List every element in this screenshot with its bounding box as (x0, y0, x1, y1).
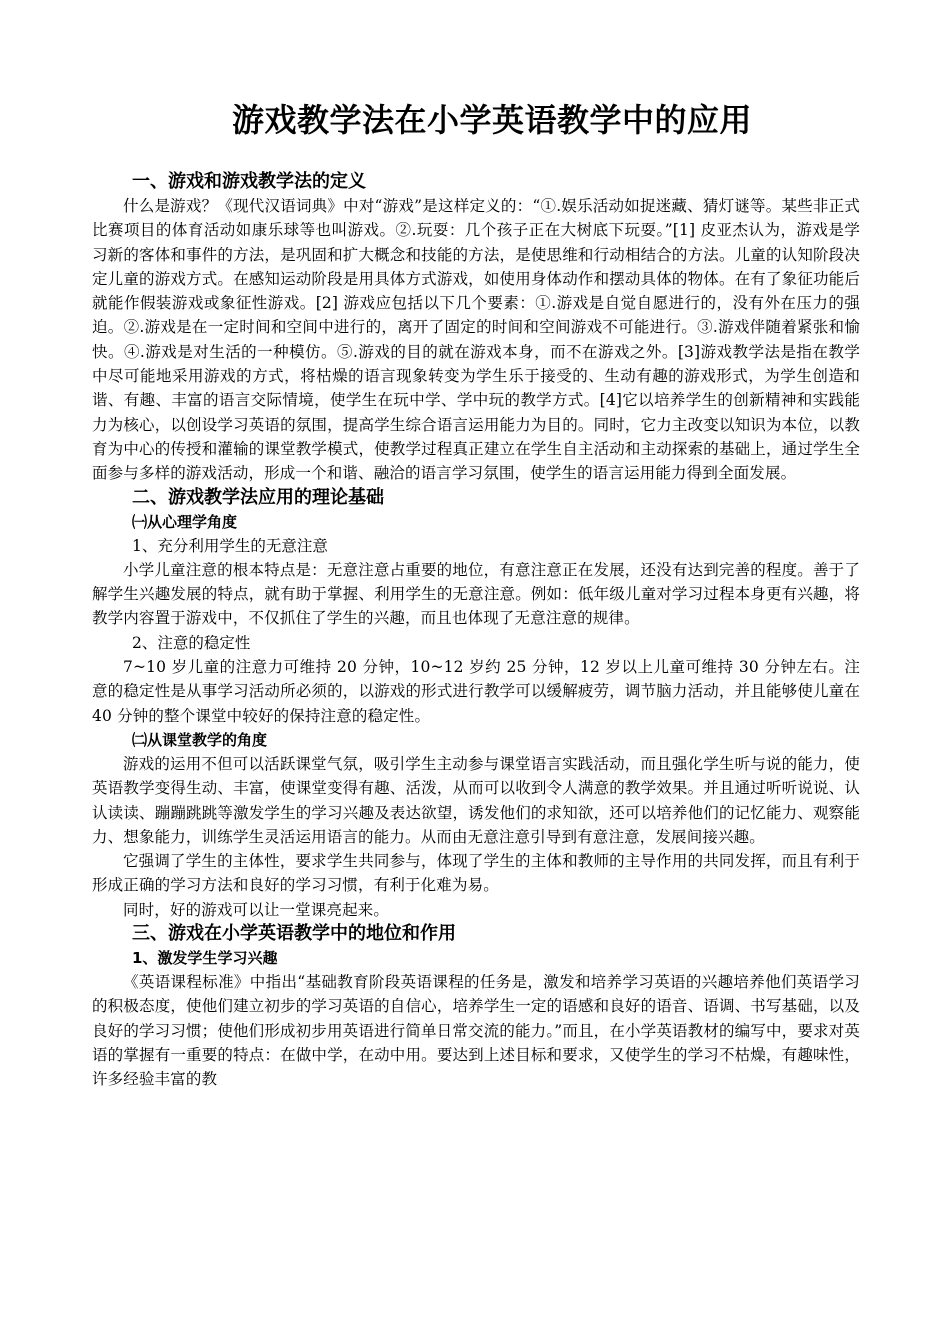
section-role (92, 922, 860, 1091)
document-page (92, 98, 860, 1092)
section-definition (92, 170, 860, 486)
paragraph: 小学儿童注意的根本特点是：无意注意占重要的地位，有意注意正在发展，还没有达到完善的程度。善于了解学生兴趣发展的特点，就有助于掌握、利用学生的无意注意。例如：低年级儿童对学习过程本身更有兴趣，将教学内容置于游戏中，不仅抓住了学生的兴趣，而且也体现了无意注意的规律。 (92, 560, 860, 628)
section-heading: 二、游戏教学法应用的理论基础 (132, 486, 384, 508)
paragraph: 它强调了学生的主体性，要求学生共同参与，体现了学生的主体和教师的主导作用的共同发挥，而且有利于形成正确的学习方法和良好的学习习惯，有利于化难为易。 (92, 852, 860, 895)
section-theory (92, 486, 860, 922)
paragraph: 《英语课程标准》中指出“基础教育阶段英语课程的任务是，激发和培养学习英语的兴趣培养他们英语学习的积极态度，使他们建立初步的学习英语的自信心，培养学生一定的语感和良好的语音、语调、书写基础，以及良好的学习习惯；使他们形成初步用英语进行简单日常交流的能力。”而且，在小学英语教材的编写中，要求对英语的掌握有一重要的特点：在做中学，在动中用。要达到上述目标和要求，又使学生的学习不枯燥，有趣味性，许多经验丰富的教 (92, 973, 860, 1089)
section-heading: 一、游戏和游戏教学法的定义 (132, 171, 366, 192)
document-title: 游戏教学法在小学英语教学中的应用 (232, 101, 753, 139)
item-title: 2、注意的稳定性 (132, 633, 251, 652)
section-heading: 三、游戏在小学英语教学中的地位和作用 (132, 923, 456, 945)
subsection-heading: 1、激发学生学习兴趣 (132, 949, 278, 968)
paragraph: 7~10 岁儿童的注意力可维持 20 分钟，10~12 岁约 25 分钟，12 岁以上儿童可维持 30 分钟左右。注意的稳定性是从事学习活动所必须的，以游戏的形式进行教学可以缓解疲劳，调节脑力活动，并且能够使儿童在 40 分钟的整个课堂中较好的保持注意的稳定性。 (92, 658, 860, 725)
subsection-heading: ㈠从心理学角度 (132, 512, 238, 531)
subsection-heading: ㈡从课堂教学的角度 (132, 730, 268, 749)
paragraph: 什么是游戏？《现代汉语词典》中对“游戏”是这样定义的：“①.娱乐活动如捉迷藏、猜灯谜等。某些非正式比赛项目的体育活动如康乐球等也叫游戏。②.玩耍：几个孩子正在大树底下玩耍。”[1] 皮亚杰认为，游戏是学习新的客体和事件的方法，是巩固和扩大概念和技能的方法，是使思维和行动相结合的方法。儿童的认知阶段决定儿童的游戏方式。在感知运动阶段是用具体方式游戏，如使用身体动作和摆动具体的物体。在有了象征功能后就能作假装游戏或象征性游戏。[2] 游戏应包括以下几个要素：①.游戏是自觉自愿进行的，没有外在压力的强迫。②.游戏是在一定时间和空间中进行的，离开了固定的时间和空间游戏不可能进行。③.游戏伴随着紧张和愉快。④.游戏是对生活的一种模仿。⑤.游戏的目的就在游戏本身，而不在游戏之外。[3]游戏教学法是指在教学中尽可能地采用游戏的方式，将枯燥的语言现象转变为学生乐于接受的、生动有趣的游戏形式，为学生创造和谐、有趣、丰富的语言交际情境，使学生在玩中学、学中玩的教学方式。[4]它以培养学生的创新精神和实践能力为核心，以创设学习英语的氛围，提高学生综合语言运用能力为目的。同时，它力主改变以知识为本位，以教育为中心的传授和灌输的课堂教学模式，使教学过程真正建立在学生自主活动和主动探索的基础上，通过学生全面参与多样的游戏活动，形成一个和谐、融洽的语言学习氛围，使学生的语言运用能力得到全面发展。 (92, 197, 860, 483)
paragraph: 同时，好的游戏可以让一堂课亮起来。 (123, 900, 390, 919)
item-title: 1、充分利用学生的无意注意 (132, 536, 328, 555)
paragraph: 游戏的运用不但可以活跃课堂气氛，吸引学生主动参与课堂语言实践活动，而且强化学生听与说的能力，使英语教学变得生动、丰富，使课堂变得有趣、活泼，从而可以收到令人满意的教学效果。并且通过听听说说、认认读读、蹦蹦跳跳等激发学生的学习兴趣及表达欲望，诱发他们的求知欲，还可以培养他们的记忆能力、观察能力、想象能力，训练学生灵活运用语言的能力。从而由无意注意引导到有意注意，发展间接兴趣。 (92, 754, 860, 846)
